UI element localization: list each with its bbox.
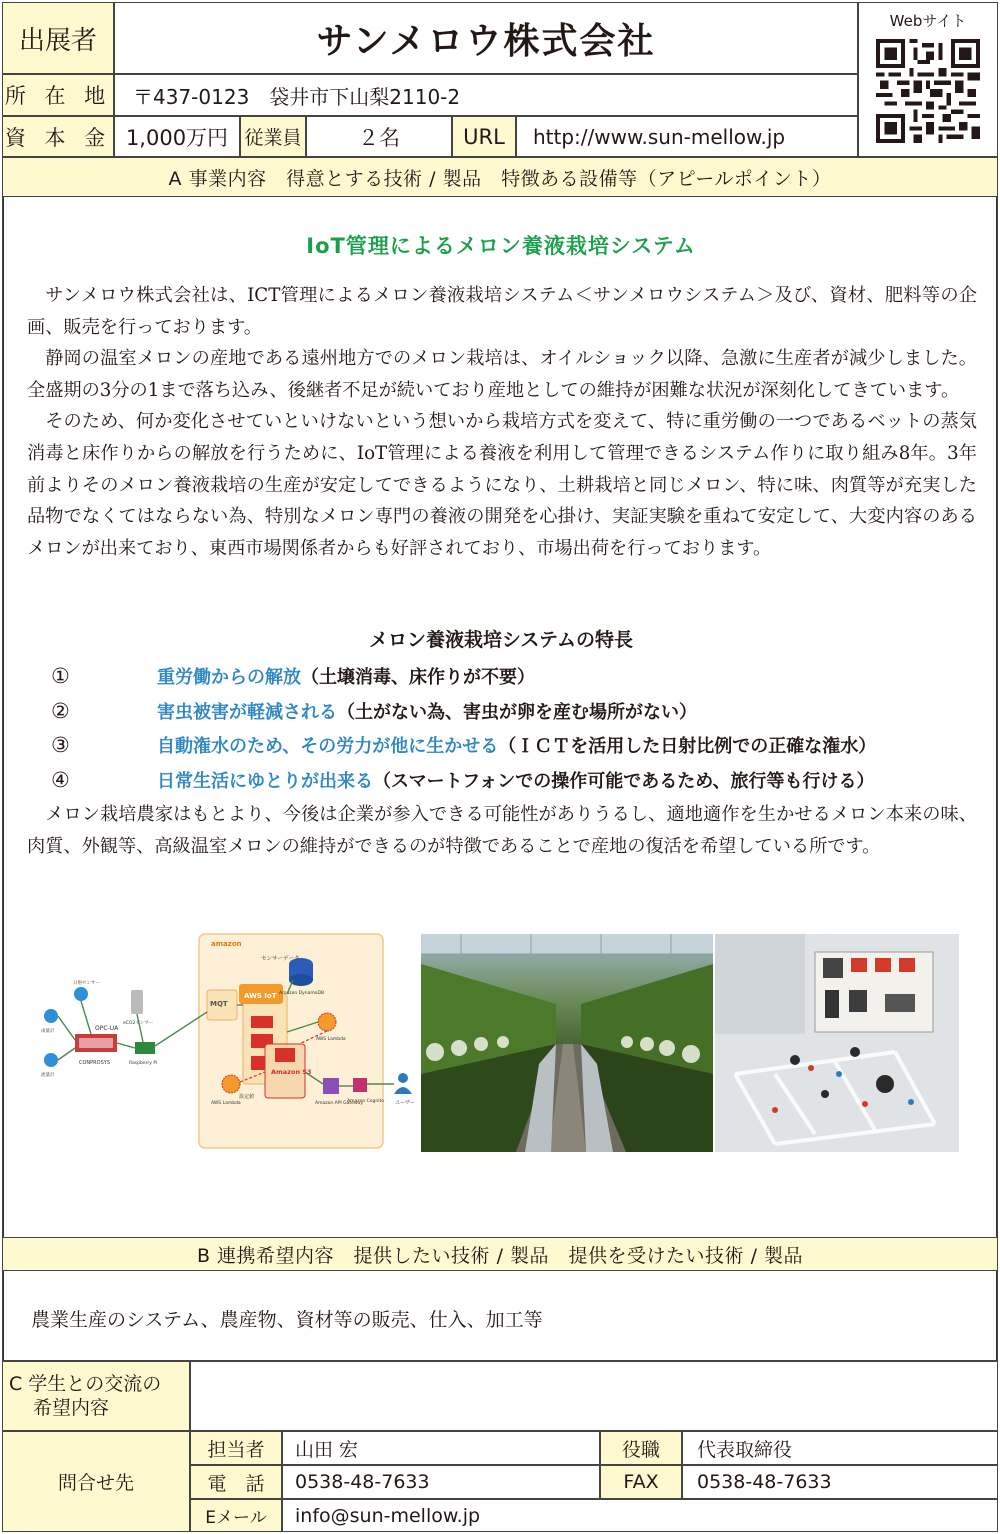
fax-label: FAX [600,1465,682,1499]
role-value: 代表取締役 [682,1431,998,1465]
feature-item [3,728,999,763]
greenhouse-photo [421,934,713,1152]
section-b-body [2,1271,998,1361]
sensor-label: 日射センサー [73,981,100,986]
capital-value: 1,000万円 [114,116,240,157]
person-label: 担当者 [190,1431,282,1465]
section-b-content: 農業生産のシステム、農産物、資材等の販売、仕入、加工等 [31,1309,543,1331]
email-link[interactable]: info@sun-mellow.jp [282,1499,998,1532]
phone-label: 電 話 [190,1465,282,1499]
contact-label: 問合せ先 [2,1431,190,1532]
rain-gauge-label: 雨量計 [41,1029,55,1034]
person-value: 山田 宏 [282,1431,600,1465]
dynamodb-label: Amazon DynamoDB [279,991,325,996]
section-a-heading: A 事業内容 得意とする技術 / 製品 特徴ある設備等（アピールポイント） [2,157,998,197]
feature-number: ③ [51,733,70,758]
capital-label: 資 本 金 [2,116,114,157]
feature-item [3,659,999,694]
lambda-node-1: AWS Lambda [316,1037,346,1042]
employees-label: 従業員 [240,116,306,157]
conprosys-label: CONPROSYS [79,1060,110,1066]
section-b-heading: B 連携希望内容 提供したい技術 / 製品 提供を受けたい技術 / 製品 [2,1237,998,1271]
cognito-label: Amazon Cognito [347,1099,384,1104]
feature-number: ② [51,698,70,723]
feature-number: ① [51,664,70,689]
employees-value: ２名 [306,116,452,157]
opcua-label: OPC-UA [95,1025,119,1032]
feature-item [3,694,999,729]
control-panel-photo-illustration [715,934,959,1152]
company-name: サンメロウ株式会社 [114,2,858,74]
exhibitor-label: 出展者 [2,2,114,74]
raspberry-label: Raspberry Pi [129,1061,158,1066]
feature-highlight: 重労働からの解放 [157,667,301,689]
sensor-data-label: センサーデータ [261,956,300,962]
section-c-heading-line1: C 学生との交流の [9,1373,162,1395]
mqtt-node: MQT [210,1000,228,1008]
features-title: メロン養液栽培システムの特長 [368,629,634,651]
features-list [3,659,999,797]
section-a-body [2,197,998,1237]
paragraph-1: サンメロウ株式会社は、ICT管理によるメロン養液栽培システム＜サンメロウシステム＞及び、資材、肥料等の企画、販売を行っております。 [27,285,977,338]
setting-label: 設定値 [239,1094,255,1100]
section-c-heading-line2: 希望内容 [33,1397,110,1419]
section-a-closing [27,799,977,862]
section-a-text [27,280,977,564]
diagram-brand: amazon [211,940,242,948]
feature-detail: （土がない為、害虫が卵を産む場所がない） [337,701,697,723]
phone-value[interactable]: 0538-48-7633 [282,1465,600,1499]
feature-highlight: 日常生活にゆとりが出来る [157,770,373,792]
url-label: URL [452,116,516,157]
system-architecture-diagram [39,932,421,1152]
feature-detail: （スマートフォンでの操作可能であるため、旅行等も行ける） [373,770,875,792]
closing-paragraph: メロン栽培農家はもとより、今後は企業が参入できる可能性がありうるし、適地適作を生かせるメロン本来の味、肉質、外観等、高級温室メロンの維持ができるのが特徴であることで産地の復活を希望している所です。 [27,804,977,857]
lambda-node-2: AWS Lambda [211,1101,241,1106]
website-box [858,2,998,157]
user-label: ユーザー [395,1100,416,1106]
feature-number: ④ [51,767,70,792]
section-c-heading [2,1361,190,1431]
address-label: 所 在 地 [2,74,114,116]
url-link[interactable]: http://www.sun-mellow.jp [516,116,858,157]
role-label: 役職 [600,1431,682,1465]
feature-highlight: 害虫被害が軽減される [157,701,337,723]
aws-iot-node: AWS IoT [244,992,277,1000]
feature-detail: （ＩＣＴを活用した日射比例での正確な潅水） [498,736,877,758]
control-panel-photo [715,934,959,1152]
feature-item [3,763,999,798]
greenhouse-photo-illustration [421,934,713,1152]
feature-detail: （土壌消毒、床作りが不要） [301,667,535,689]
section-a-title: IoT管理によるメロン養液栽培システム [306,234,696,258]
api-gateway-label: Amazon API Gateway [315,1101,364,1106]
email-label: Eメール [190,1499,282,1532]
address-value: 〒437-0123 袋井市下山梨2110-2 [114,74,858,116]
website-label: Webサイト [889,12,967,30]
fax-value: 0538-48-7633 [682,1465,998,1499]
paragraph-2: 静岡の温室メロンの産地である遠州地方でのメロン栽培は、オイルショック以降、急激に生産者が減少しました。全盛期の3分の1まで落ち込み、後継者不足が続いており産地としての維持が困難な状況が深刻化してきています。 [27,348,977,401]
flow-meter-label: 流量計 [41,1073,55,1078]
section-c-content [190,1361,998,1431]
paragraph-3: そのため、何か変化させていといけないという想いから栽培方式を変えて、特に重労働の一つであるベットの蒸気消毒と床作りからの解放を行うために、IoT管理による養液を利用して管理できるシステム作りに取り組み8年。3年前よりそのメロン養液栽培の生産が安定してできるようになり、土耕栽培と同じメロン、特に味、肉質等が充実した品物でなくてはならない為、特別なメロン専門の養液の開発を心掛け、実証実験を重ねて安定して、大変内容のあるメロンが出来ており、東西市場関係者からも好評されており、市場出荷を行っております。 [27,411,977,559]
co2-label: eCO2センサー [123,1021,154,1026]
s3-node: Amazon S3 [271,1068,312,1076]
qr-code-icon[interactable] [876,39,980,143]
feature-highlight: 自動潅水のため、その労力が他に生かせる [157,736,499,758]
